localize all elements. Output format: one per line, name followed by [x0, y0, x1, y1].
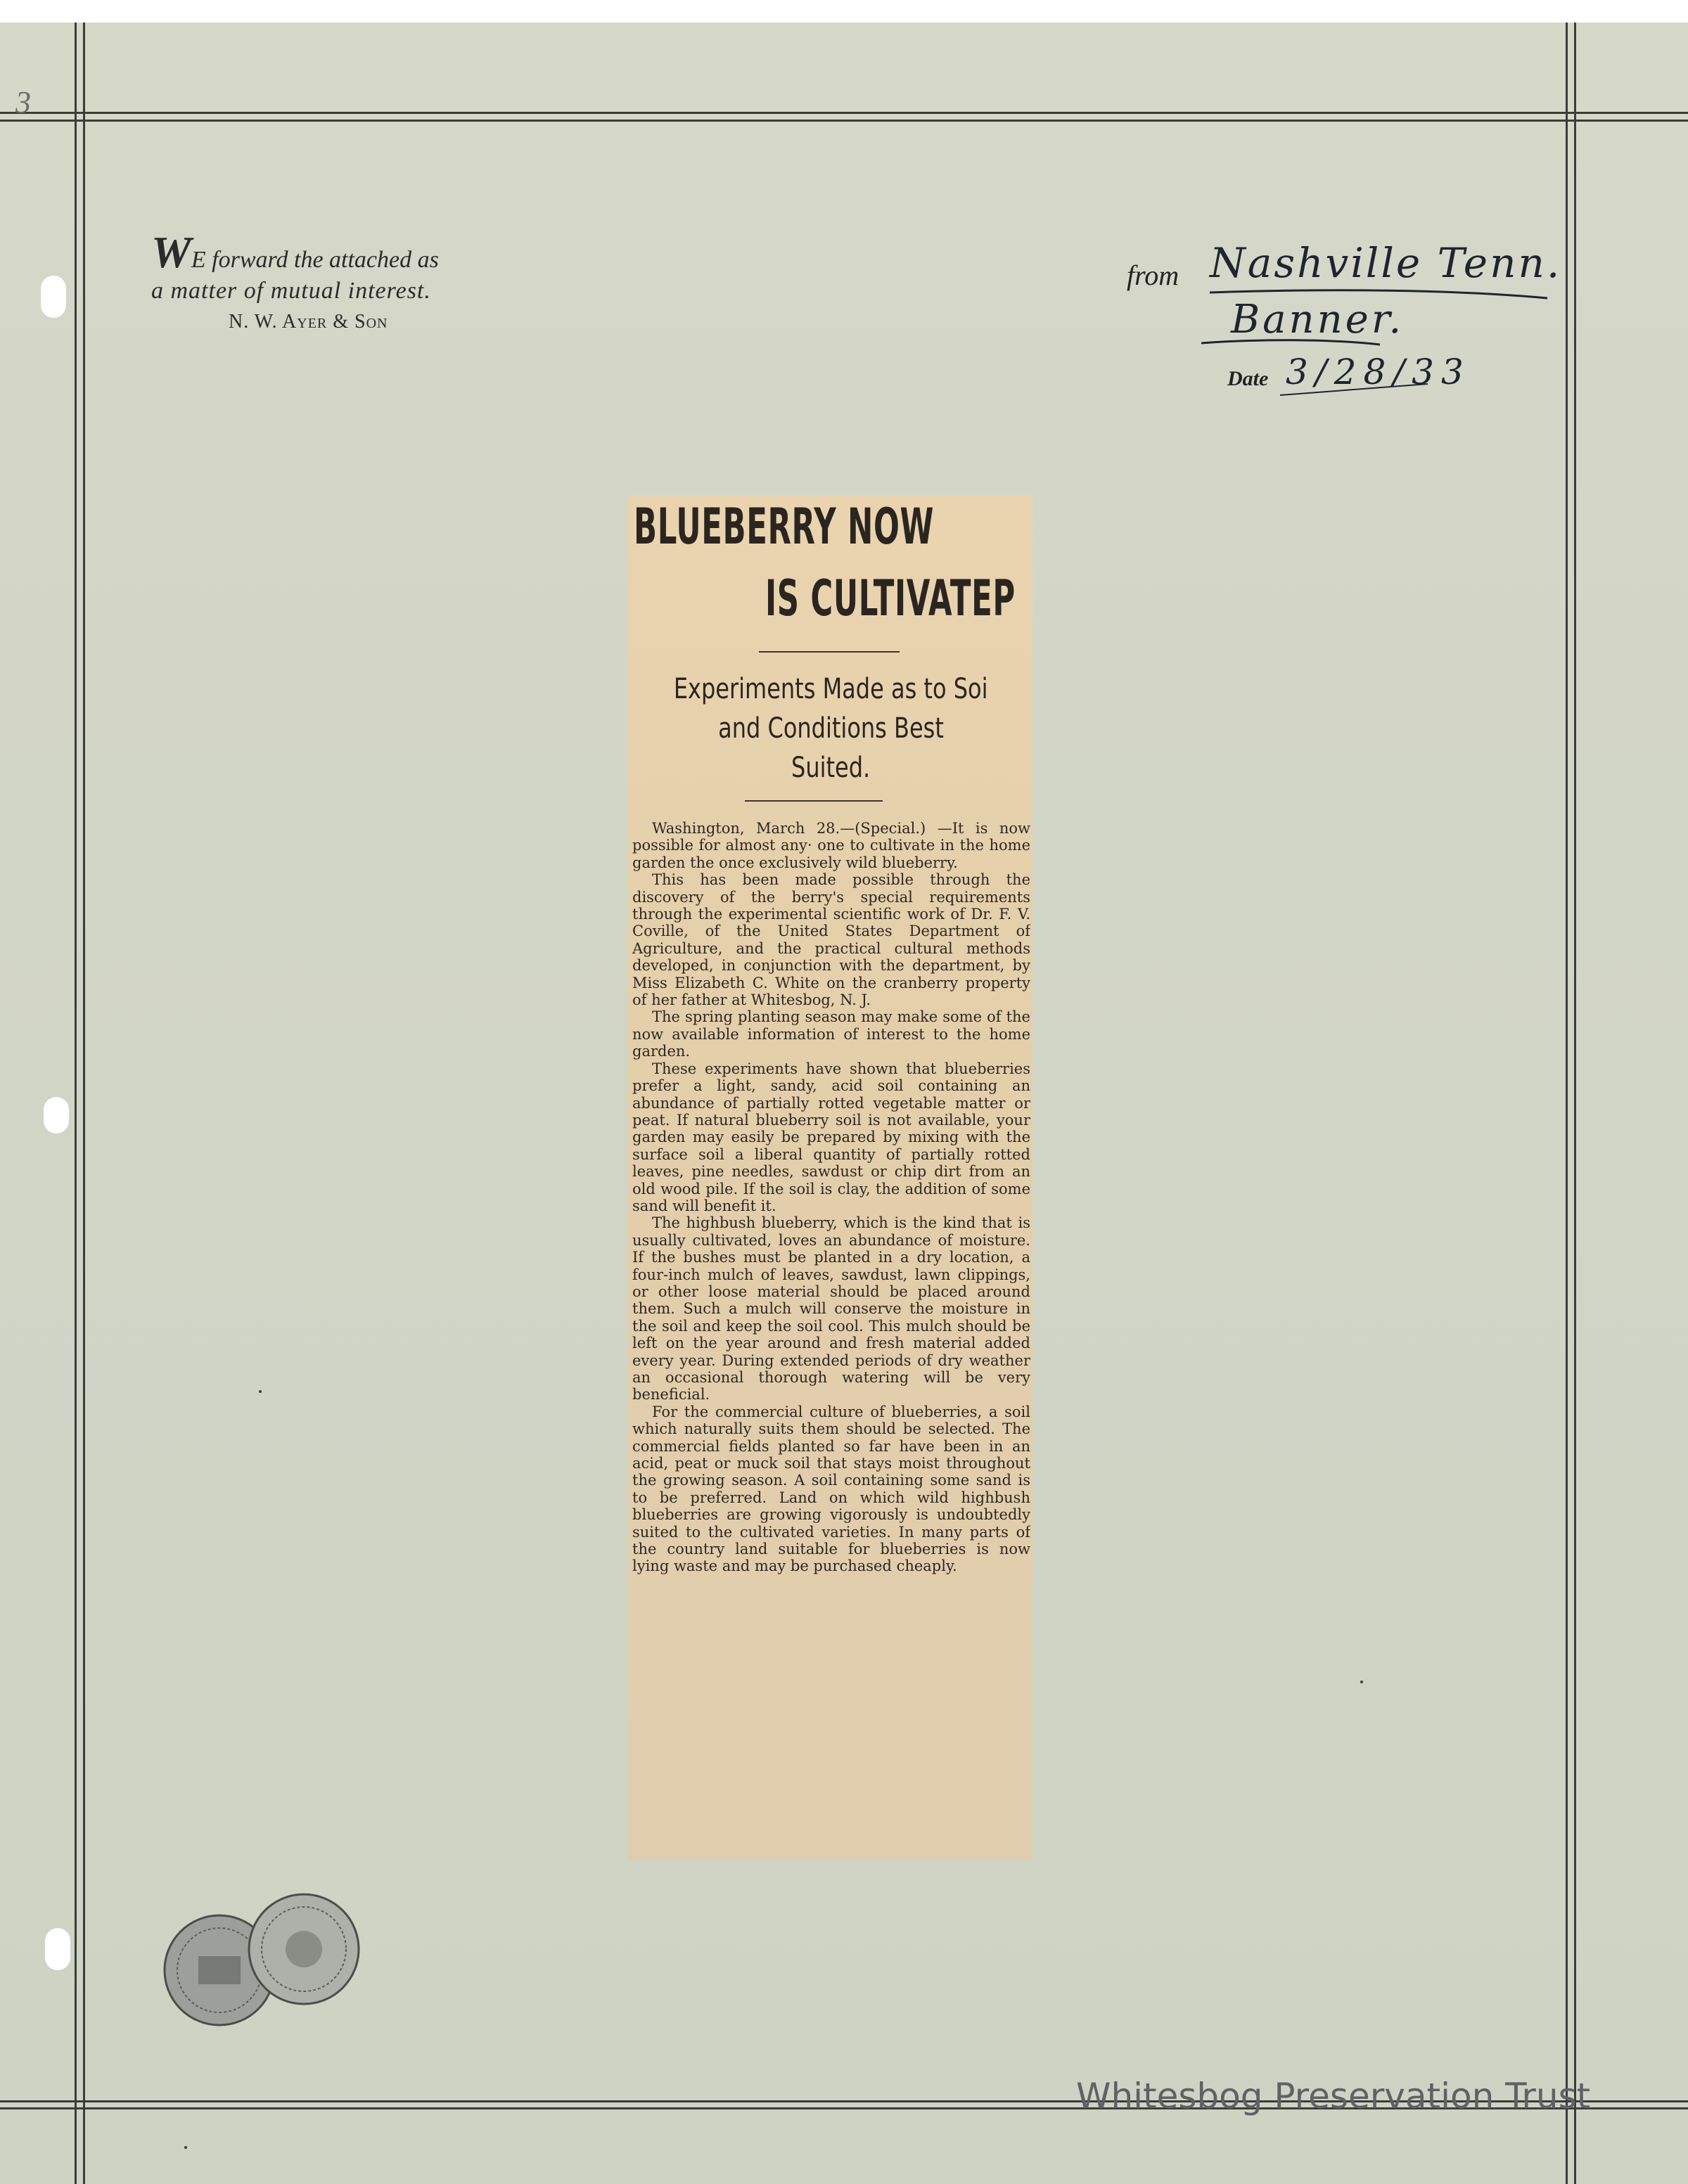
binder-hole-top	[41, 276, 66, 318]
embossed-seal-icon	[163, 1893, 374, 2034]
speck	[1360, 1681, 1363, 1683]
headline-line-1: BLUEBERRY NOW	[634, 498, 934, 555]
subheadline	[634, 669, 1028, 788]
headline-line-2: IS CULTIVATEP	[765, 570, 1016, 627]
article-paragraph: These experiments have shown that blueberries prefer a light, sandy, acid soil containing an abundance of partially rotted vegetable matter or peat. If natural blueberry soil is not available, your garden may easily be prepared by mixing with the surface soil a liberal quantity of partially rotted leaves, pine needles, sawdust or chip dirt from an old wood pile. If the soil is clay, the addition of some sand will benefit it.	[632, 1060, 1030, 1214]
subhead-line-1: Experiments Made as to Soi	[673, 673, 988, 705]
newspaper-clipping	[628, 495, 1032, 1859]
stamp-drop-cap: W	[151, 227, 191, 277]
agency-stamp	[151, 227, 517, 338]
article-paragraph: The spring planting season may make some of the now available information of interest to the home garden.	[632, 1008, 1030, 1060]
stamp-line-1	[151, 227, 517, 277]
from-handwritten-line-1: Nashville Tenn.	[1210, 239, 1562, 287]
speck	[184, 2146, 187, 2149]
binder-hole-bottom	[45, 1928, 70, 1970]
handwriting-underline-icon	[1118, 233, 1681, 416]
top-rule-inner	[0, 120, 1688, 122]
stamp-signature: N. W. Ayer & Son	[229, 311, 388, 333]
article-paragraph: For the commercial culture of blueberries, a soil which naturally suits them should be selected. The commercial fields planted so far have been in an acid, peat or muck soil that stays moist throughout the growing season. A soil containing some sand is to be preferred. Land on which wild highbush blueberries are growing vigorously is undoubtedly suited to the cultivated varieties. In many parts of the country land suitable for blueberries is now lying waste and may be purchased cheaply.	[632, 1403, 1030, 1575]
subhead-line-3: Suited.	[791, 752, 871, 784]
date-handwritten: 3/28/33	[1286, 352, 1471, 392]
watermark: Whitesbog Preservation Trust	[1076, 2076, 1591, 2116]
from-label: from	[1127, 259, 1179, 291]
headline-rule	[759, 651, 900, 653]
binder-hole-middle	[44, 1097, 69, 1133]
source-block	[1118, 233, 1681, 416]
subhead-rule	[745, 800, 883, 802]
scrapbook-page	[0, 23, 1688, 2184]
left-rule-outer	[75, 23, 77, 2184]
date-label: Date	[1227, 367, 1269, 390]
stamp-line-1-text: E forward the attached as	[191, 247, 439, 273]
top-rule-outer	[0, 112, 1688, 114]
article-body	[632, 820, 1030, 1861]
subhead-line-2: and Conditions Best	[717, 712, 944, 745]
page-number: 3	[15, 85, 31, 120]
speck	[259, 1390, 262, 1393]
article-paragraph: This has been made possible through the discovery of the berry's special requirements through the experimental scientific work of Dr. F. V. Coville, of the United States Department of Agriculture, and the practical cultural methods developed, in conjunction with the department, by Miss Elizabeth C. White on the cranberry property of her father at Whitesbog, N. J.	[632, 871, 1030, 1009]
article-paragraph: Washington, March 28.—(Special.) —It is now possible for almost any· one to cultivate in the home garden the once exclusively wild blueberry.	[632, 820, 1030, 871]
article-paragraph: The highbush blueberry, which is the kind that is usually cultivated, loves an abundance of moisture. If the bushes must be planted in a dry location, a four-inch mulch of leaves, sawdust, lawn clippings, or other loose material should be placed around them. Such a mulch will conserve the moisture in the soil and keep the soil cool. This mulch should be left on the year around and fresh material added every year. During extended periods of dry weather an occasional thorough watering will be very beneficial.	[632, 1214, 1030, 1403]
left-rule-inner	[83, 23, 85, 2184]
from-handwritten-line-2: Banner.	[1231, 297, 1405, 342]
stamp-line-2: a matter of mutual interest.	[151, 278, 431, 304]
